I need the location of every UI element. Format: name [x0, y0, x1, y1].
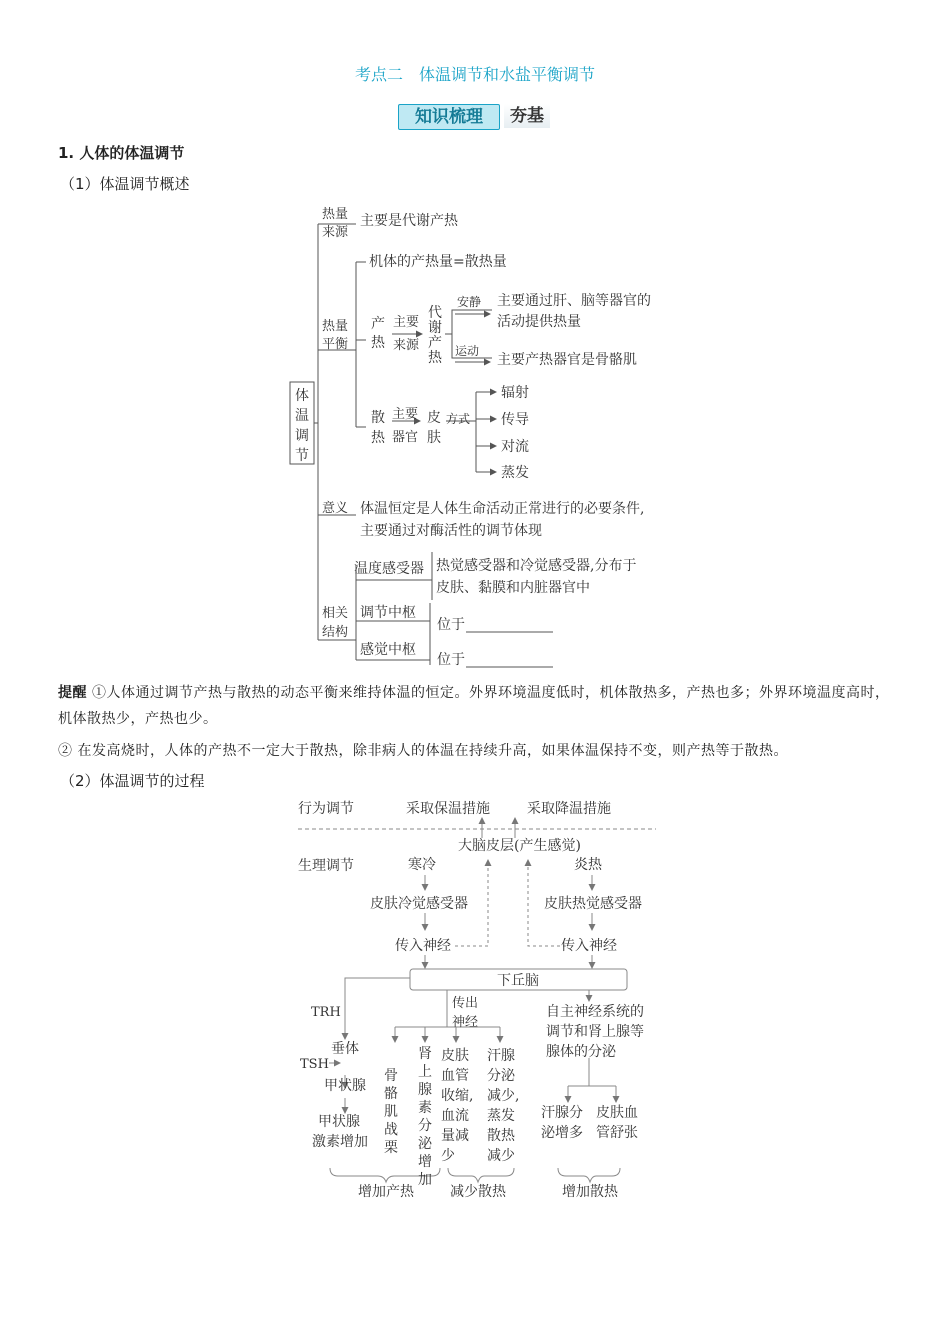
root-char-1: 温	[295, 408, 309, 424]
adrenaline-1: 上	[418, 1064, 432, 1080]
main-source-label-2: 来源	[393, 338, 420, 353]
afferent-left: 传入神经	[395, 938, 451, 954]
root-char-3: 节	[295, 448, 309, 464]
sense-label: 感觉中枢	[360, 642, 416, 658]
sl-2: 减少,	[487, 1088, 520, 1104]
reduce-dissipation-label: 减少散热	[450, 1184, 506, 1200]
thyroid-node: 甲状腺	[324, 1078, 366, 1094]
adrenaline-node	[418, 1045, 433, 1188]
dissipation-label-2: 热	[371, 430, 385, 446]
increase-dissipation-label: 增加散热	[562, 1184, 618, 1200]
exercise-label: 运动	[455, 344, 480, 358]
adrenaline-0: 肾	[418, 1046, 432, 1062]
muscle-2: 肌	[384, 1104, 398, 1120]
main-source-label-1: 主要	[393, 315, 420, 330]
heat-source-label-2: 来源	[322, 225, 349, 240]
muscle-1: 骼	[384, 1086, 398, 1102]
sl-1: 分泌	[487, 1068, 515, 1084]
auto-0: 自主神经系统的	[546, 1004, 644, 1020]
heat-balance-label-2: 平衡	[322, 337, 349, 352]
heat-balance-equation: 机体的产热量=散热量	[369, 254, 507, 270]
method-evaporation: 蒸发	[501, 465, 529, 481]
warm-measure: 采取保温措施	[406, 801, 490, 817]
structures-label-2: 结构	[322, 625, 349, 640]
sweat-more-1: 汗腺分	[541, 1105, 583, 1121]
hypothalamus-node: 下丘脑	[497, 973, 539, 989]
rest-text-2: 活动提供热量	[497, 314, 581, 330]
organ-char-0: 皮	[427, 410, 441, 426]
structures-label-1: 相关	[322, 606, 349, 621]
efferent-label-2: 神经	[452, 1015, 479, 1030]
thermoregulation-process-diagram	[0, 790, 950, 1210]
adrenaline-7: 加	[418, 1172, 432, 1188]
adrenaline-6: 增	[418, 1154, 432, 1170]
production-label-1: 产	[371, 316, 385, 332]
organ-label-2: 器官	[392, 430, 419, 445]
reminder-label: 提醒	[58, 685, 87, 701]
method-radiation: 辐射	[501, 385, 529, 401]
efferent-label-1: 传出	[452, 996, 479, 1011]
production-label-2: 热	[371, 335, 385, 351]
adrenaline-2: 腺	[418, 1082, 432, 1098]
significance-text-2: 主要通过对酶活性的调节体现	[360, 523, 542, 539]
subsection-overview: （1）体温调节概述	[60, 175, 190, 193]
organ-char-1: 肤	[427, 430, 441, 446]
section-heading: 1. 人体的体温调节	[58, 144, 185, 162]
heat-balance-label-1: 热量	[322, 319, 349, 334]
sl-5: 减少	[487, 1148, 515, 1164]
sense-text: 位于	[437, 652, 465, 668]
cold-receptor-node: 皮肤冷觉感受器	[370, 896, 468, 912]
reminder-line-2: ② 在发高烧时，人体的产热不一定大于散热，除非病人的体温在持续升高，如果体温保持不变，则产热等于散热。	[58, 743, 788, 759]
muscle-3: 战	[384, 1122, 398, 1138]
center-text: 位于	[437, 617, 465, 633]
heat-source-label-1: 热量	[322, 207, 349, 222]
muscle-0: 骨	[384, 1068, 398, 1084]
dissipation-label-1: 散	[371, 410, 385, 426]
cortex-node: 大脑皮层(产生感觉)	[458, 838, 581, 854]
sl-0: 汗腺	[487, 1048, 515, 1064]
reminder-line-1: ①人体通过调节产热与散热的动态平衡来维持体温的恒定。外界环境温度低时，机体散热多，产热也多；外界环境温度高时，机体散热少，产热也少。	[58, 685, 890, 727]
sl-4: 散热	[487, 1128, 515, 1144]
pituitary-node: 垂体	[331, 1041, 359, 1057]
receptor-label: 温度感受器	[354, 561, 424, 577]
vessel-dilate-2: 管舒张	[596, 1125, 638, 1141]
vessel-constrict-node	[441, 1047, 473, 1164]
vc-2: 收缩,	[441, 1088, 474, 1104]
cool-measure: 采取降温措施	[527, 801, 611, 817]
sl-3: 蒸发	[487, 1108, 515, 1124]
vc-0: 皮肤	[441, 1048, 469, 1064]
hot-receptor-node: 皮肤热觉感受器	[544, 896, 642, 912]
metabolism-char-0: 代	[428, 305, 442, 321]
heat-source-text: 主要是代谢产热	[360, 213, 458, 229]
muscle-4: 栗	[384, 1140, 398, 1156]
adrenaline-5: 泌	[418, 1136, 432, 1152]
subsection-process: （2）体温调节的过程	[60, 772, 205, 790]
receptor-text-2: 皮肤、黏膜和内脏器官中	[436, 580, 590, 596]
root-char-2: 调	[295, 428, 309, 444]
auto-1: 调节和肾上腺等	[546, 1024, 644, 1040]
rest-text-1: 主要通过肝、脑等器官的	[497, 293, 651, 309]
adrenaline-3: 素	[418, 1100, 432, 1116]
sweat-more-2: 泌增多	[541, 1125, 583, 1141]
page-title: 考点二 体温调节和水盐平衡调节	[354, 65, 595, 84]
root-char-0: 体	[295, 388, 309, 404]
significance-label: 意义	[322, 501, 349, 516]
method-conduction: 传导	[501, 412, 529, 428]
increase-production-label: 增加产热	[358, 1184, 414, 1200]
method-label: 方式	[446, 412, 471, 426]
afferent-right: 传入神经	[561, 938, 617, 954]
center-label: 调节中枢	[360, 605, 416, 621]
adrenaline-4: 分	[418, 1118, 432, 1134]
tsh-label: TSH	[300, 1057, 329, 1072]
vc-1: 血管	[441, 1068, 469, 1084]
organ-label-1: 主要	[392, 407, 419, 422]
cold-node: 寒冷	[408, 857, 436, 873]
method-convection: 对流	[501, 439, 529, 455]
hot-node: 炎热	[574, 857, 602, 873]
behavior-label: 行为调节	[298, 801, 354, 817]
vc-4: 量减	[441, 1128, 469, 1144]
receptor-text-1: 热觉感受器和冷觉感受器,分布于	[436, 558, 637, 574]
significance-text-1: 体温恒定是人体生命活动正常进行的必要条件,	[360, 501, 645, 517]
vc-5: 少	[441, 1148, 455, 1164]
trh-label: TRH	[311, 1005, 341, 1020]
metabolism-char-1: 谢	[428, 320, 442, 336]
rest-label: 安静	[457, 295, 482, 309]
vessel-dilate-1: 皮肤血	[596, 1105, 638, 1121]
reminder-paragraph-1	[58, 680, 898, 732]
physio-label: 生理调节	[298, 858, 354, 874]
thyroid-hormone-1: 甲状腺	[318, 1114, 360, 1130]
vc-3: 血流	[441, 1108, 469, 1124]
autonomic-node	[546, 1003, 644, 1060]
thyroid-hormone-2: 激素增加	[312, 1134, 368, 1150]
metabolism-char-3: 热	[428, 350, 442, 366]
auto-2: 腺体的分泌	[546, 1044, 616, 1060]
metabolism-char-2: 产	[428, 335, 442, 351]
sweat-less-node	[487, 1048, 519, 1164]
banner-text: 夯基	[504, 104, 550, 128]
banner-label: 知识梳理	[398, 104, 500, 130]
muscle-shiver-node	[384, 1068, 398, 1156]
exercise-text: 主要产热器官是骨骼肌	[497, 352, 637, 368]
